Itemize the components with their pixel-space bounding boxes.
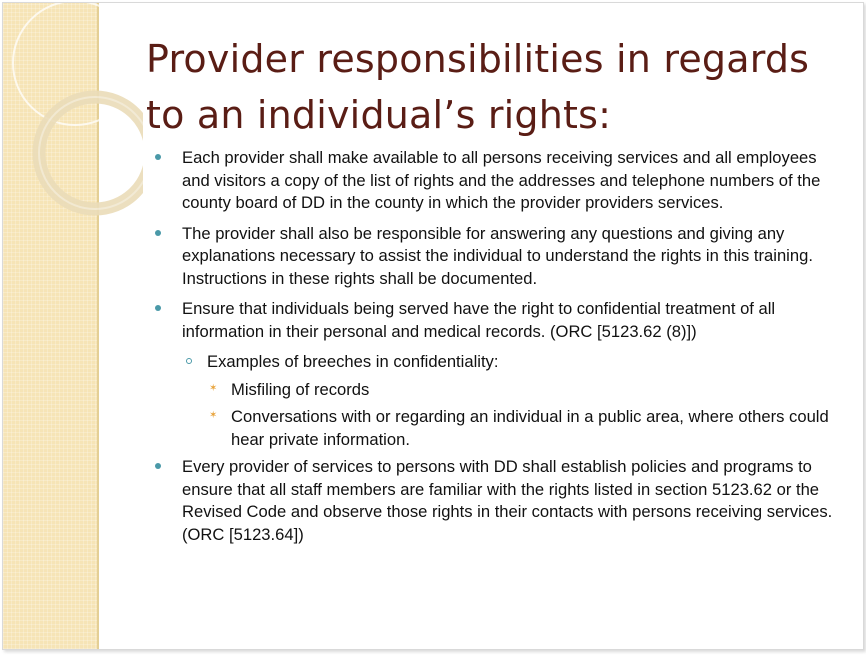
hollow-circle-bullet-icon: [186, 358, 192, 364]
bullet-text: Ensure that individuals being served have the right to confidential treatment of all information in their personal and medical records. (ORC [5123.62 (8)]): [182, 299, 776, 341]
bullet-item: [153, 298, 843, 343]
bullet-text: The provider shall also be responsible for answering any questions and giving any explanations necessary to assist the individual to understand the rights in this training. Instructions in these rights shall be documented.: [182, 223, 813, 288]
sub-sub-bullet-text: Misfiling of records: [231, 379, 370, 399]
sub-sub-bullet-item: [153, 406, 843, 451]
bullet-text: Each provider shall make available to all persons receiving services and all employees and visitors a copy of the list of rights and the addresses and telephone numbers of the county board of DD in the county in which the provider providers services.: [182, 148, 821, 212]
bullet-item: [153, 147, 843, 215]
sub-bullet-text: Examples of breeches in confidentiality:: [207, 352, 499, 371]
sub-sub-bullet-text: Conversations with or regarding an individual in a public area, where others could hear private information.: [231, 407, 829, 449]
bullet-item: [153, 223, 843, 291]
slide: [2, 2, 864, 650]
slide-body: [153, 147, 843, 554]
filled-circle-bullet-icon: [155, 230, 161, 236]
bullet-text: Every provider of services to persons with DD shall establish policies and programs to ensure that all staff members are familiar with the rights listed in section 5123.62 or the Revised Code and observe those rights in their contacts with persons receiving services. (ORC [5123.64]): [182, 457, 833, 544]
filled-circle-bullet-icon: [155, 463, 161, 469]
slide-title: Provider responsibilities in regards to an individual’s rights:: [146, 37, 810, 137]
decorative-rings-icon: [3, 3, 143, 223]
star-bullet-icon: ✶: [209, 382, 218, 394]
sub-bullet-item: [153, 351, 843, 374]
filled-circle-bullet-icon: [155, 154, 161, 160]
star-bullet-icon: ✶: [209, 410, 218, 421]
sub-sub-bullet-item: [153, 379, 843, 402]
bullet-item: [153, 456, 843, 546]
filled-circle-bullet-icon: [155, 305, 161, 311]
